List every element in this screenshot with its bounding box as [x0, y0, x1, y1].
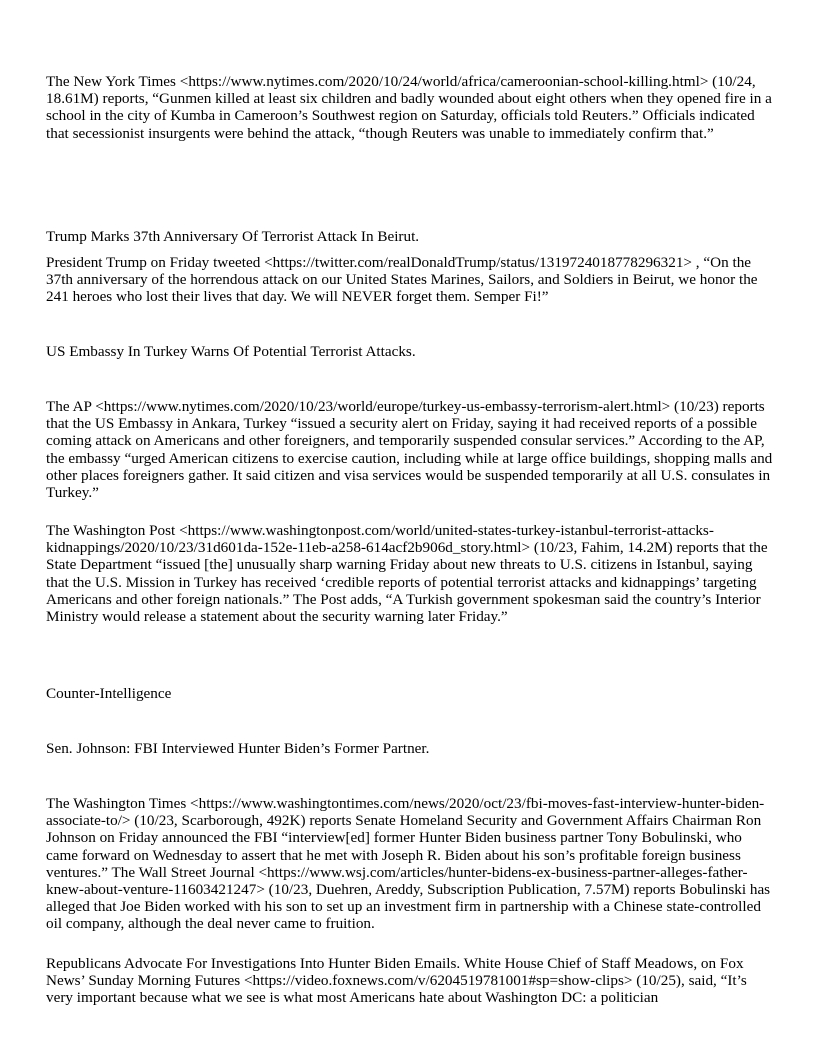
paragraph-republicans-hunter-biden-emails: Republicans Advocate For Investigations Into Hunter Biden Emails. White House Chief of Staff Meadows, on Fox News’ Sunday Morning Futures <https://video.foxnews.com/v/6204519781001#sp=show-clips> (10/25), said, “It’s very important because what we see is what most Americans hate about Washington DC: a politician — [46, 955, 747, 1007]
heading-fbi-hunter-biden-partner: Sen. Johnson: FBI Interviewed Hunter Biden’s Former Partner. — [46, 740, 430, 757]
paragraph-trump-tweet: President Trump on Friday tweeted <https://twitter.com/realDonaldTrump/status/1319724018778296321> , “On the 37th anniversary of the horrendous attack on our United States Marines, Sailors, and Soldiers in Beirut, we honor the 241 heroes who lost their lives that day. We will NEVER forget them. Semper Fi!” — [46, 254, 758, 306]
paragraph-washington-times-bobulinski: The Washington Times <https://www.washingtontimes.com/news/2020/oct/23/fbi-moves-fast-interview-hunter-biden-associate-to/> (10/23, Scarborough, 492K) reports Senate Homeland Security and Government Affairs Chairman Ron Johnson on Friday announced the FBI “interview[ed] former Hunter Biden business partner Tony Bobulinski, who came forward on Wednesday to assert that he met with Joseph R. Biden about his son’s profitable foreign business ventures.” The Wall Street Journal <https://www.wsj.com/articles/hunter-bidens-ex-business-partner-alleges-father-knew-about-venture-11603421247> (10/23, Duehren, Areddy, Subscription Publication, 7.57M) reports Bobulinski has alleged that Joe Biden worked with his son to set up an investment firm in partnership with a Chinese state-controlled oil company, although the deal never came to fruition. — [46, 795, 771, 933]
heading-trump-beirut-anniversary: Trump Marks 37th Anniversary Of Terrorist Attack In Beirut. — [46, 228, 420, 245]
section-heading-counter-intelligence: Counter-Intelligence — [46, 685, 172, 702]
paragraph-washington-post-turkey: The Washington Post <https://www.washingtonpost.com/world/united-states-turkey-istanbul-terrorist-attacks-kidnappings/2020/10/23/31d601da-152e-11eb-a258-614acf2b906d_story.html> (10/23, Fahim, 14.2M) reports that the State Department “issued [the] unusually sharp warning Friday about new threats to U.S. citizens in Istanbul, saying that the U.S. Mission in Turkey has received ‘credible reports of potential terrorist attacks and kidnappings’ targeting Americans and other foreign nationals.” The Post adds, “A Turkish government spokesman said the country’s Interior Ministry would release a statement about the security warning later Friday.” — [46, 522, 768, 626]
paragraph-ap-embassy-alert: The AP <https://www.nytimes.com/2020/10/23/world/europe/turkey-us-embassy-terrorism-alert.html> (10/23) reports that the US Embassy in Ankara, Turkey “issued a security alert on Friday, saying it had received reports of a possible coming attack on Americans and other foreigners, and temporarily suspended consular services.” According to the AP, the embassy “urged American citizens to exercise caution, including while at large office buildings, shopping malls and other places foreigners gather. It said citizen and visa services would be suspended temporarily at all U.S. consulates in Turkey.” — [46, 398, 773, 502]
paragraph-cameroon-school-attack: The New York Times <https://www.nytimes.com/2020/10/24/world/africa/cameroonian-school-killing.html> (10/24, 18.61M) reports, “Gunmen killed at least six children and badly wounded about eight others when they opened fire in a school in the city of Kumba in Cameroon’s Southwest region on Saturday, officials told Reuters.” Officials indicated that secessionist insurgents were behind the attack, “though Reuters was unable to immediately confirm that.” — [46, 73, 772, 142]
heading-us-embassy-turkey: US Embassy In Turkey Warns Of Potential Terrorist Attacks. — [46, 343, 416, 360]
